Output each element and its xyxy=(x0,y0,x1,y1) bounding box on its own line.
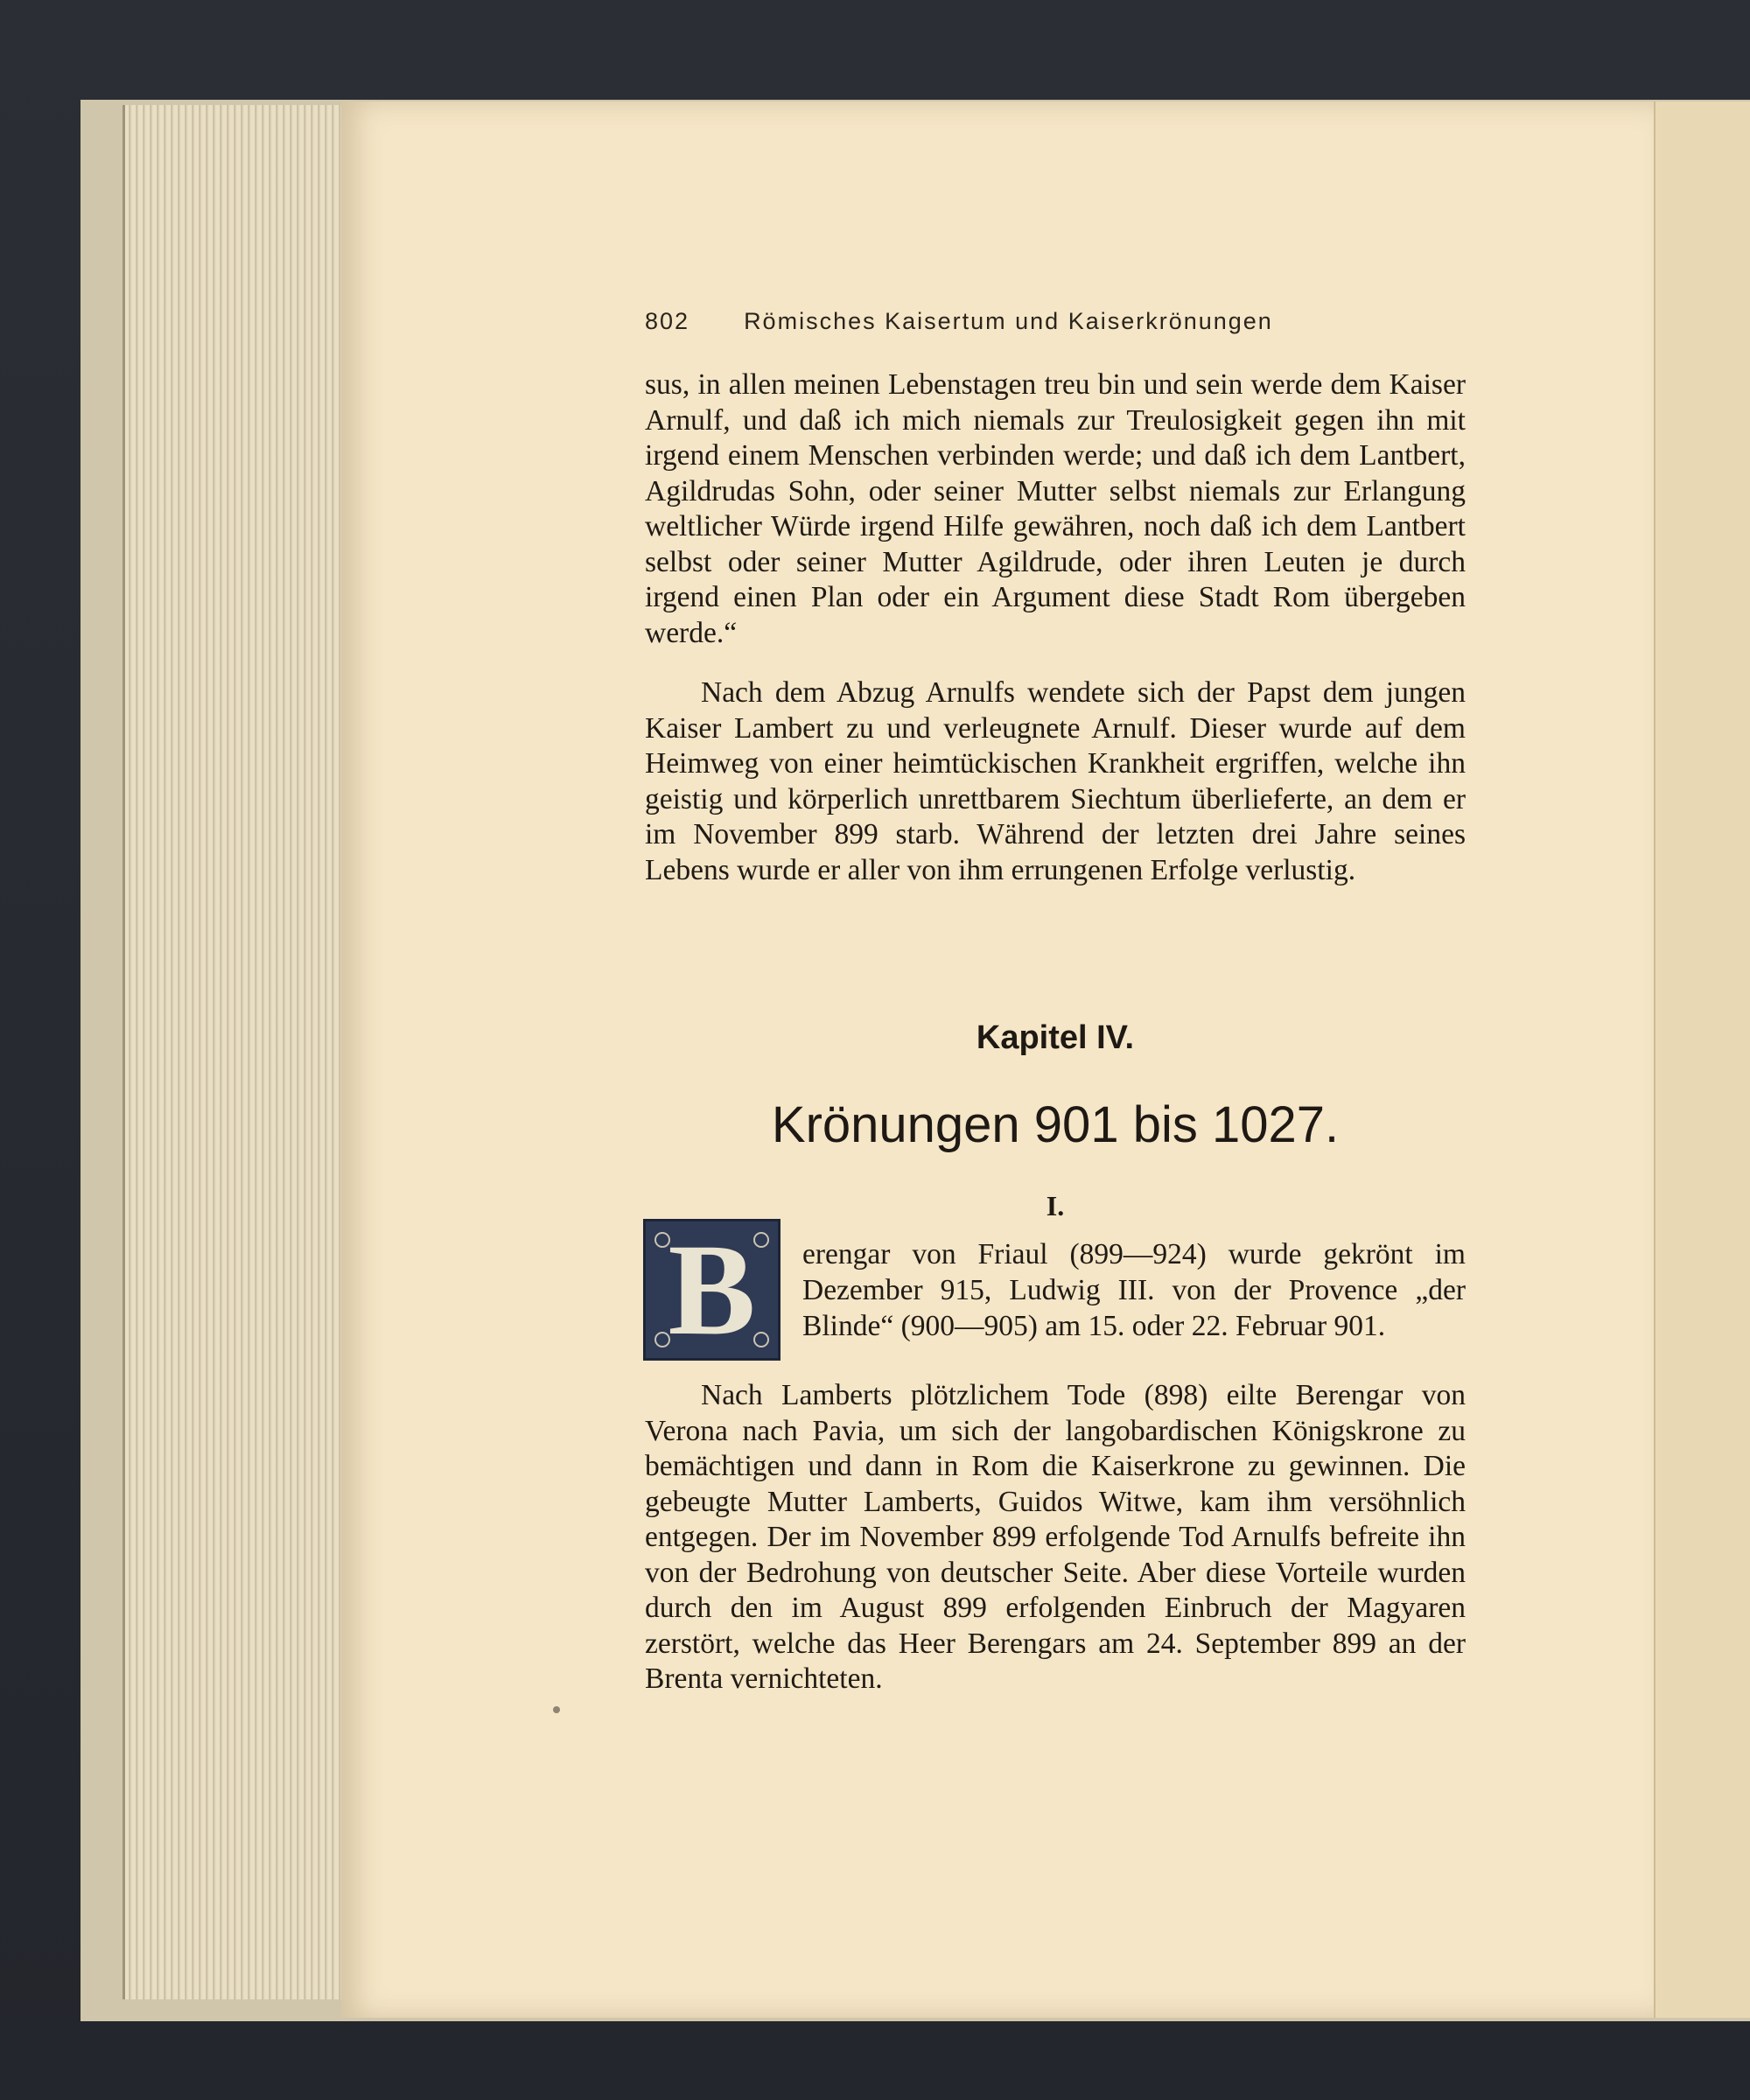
running-header xyxy=(645,308,1273,335)
ornament-icon xyxy=(654,1232,670,1248)
chapter-title: Krönungen 901 bis 1027. xyxy=(771,1096,1340,1153)
paragraph-arnulf: Nach dem Abzug Arnulfs wendete sich der Papst dem jungen Kaiser Lambert zu und verleugnete Arnulf. Dieser wurde auf dem Heimweg von einer heimtückischen Krankheit ergriffen, welche ihn geistig und körperlich unrettbarem Siechtum überlieferte, an dem er im November 899 starb. Während der letzten drei Jahre seines Lebens wurde er aller von ihm errungenen Erfolge verlustig. xyxy=(645,676,1466,886)
section-number: I. xyxy=(1046,1190,1065,1222)
drop-cap xyxy=(643,1219,780,1361)
paragraph-berengar-intro: erengar von Friaul (899—924) wurde gekrönt im Dezember 915, Ludwig III. von der Provence „der Blinde“ (900—905) am 15. oder 22. Februar 901. xyxy=(802,1238,1466,1342)
drop-cap-letter: B xyxy=(668,1217,756,1362)
facing-page xyxy=(1654,102,1750,2018)
ornament-icon xyxy=(753,1232,769,1248)
ornament-icon xyxy=(654,1332,670,1348)
running-title: Römisches Kaisertum und Kaiserkrönungen xyxy=(744,308,1273,334)
page-edges xyxy=(122,105,346,1999)
chapter-label: Kapitel IV. xyxy=(976,1019,1135,1056)
page-speck xyxy=(553,1706,560,1713)
paragraph-oath: sus, in allen meinen Lebenstagen treu bin und sein werde dem Kaiser Arnulf, und daß ich mich niemals zur Treulosigkeit gegen ihn mit irgend einem Menschen verbinden werde; und daß ich dem Lantbert, Agildrudas Sohn, oder seiner Mutter selbst niemals zur Erlangung weltlicher Würde irgend Hilfe gewähren, noch daß ich dem Lantbert selbst oder seiner Mutter Agildrude, oder ihren Leuten je durch irgend einen Plan oder ein Argument diese Stadt Rom übergeben werde.“ xyxy=(645,368,1466,649)
page-number: 802 xyxy=(645,308,690,334)
ornament-icon xyxy=(753,1332,769,1348)
paragraph-berengar: Nach Lamberts plötzlichem Tode (898) eilte Berengar von Verona nach Pavia, um sich der langobardischen Königskrone zu bemächtigen und dann in Rom die Kaiserkrone zu gewinnen. Die gebeugte Mutter Lamberts, Guidos Witwe, kam ihm versöhnlich entgegen. Der im November 899 erfolgende Tod Arnulfs befreite ihn von der Bedrohung von deutscher Seite. Aber diese Vorteile wurden durch den im August 899 erfolgenden Einbruch der Magyaren zerstört, welche das Heer Berengars am 24. September 899 an der Brenta vernichteten. xyxy=(645,1379,1466,1695)
